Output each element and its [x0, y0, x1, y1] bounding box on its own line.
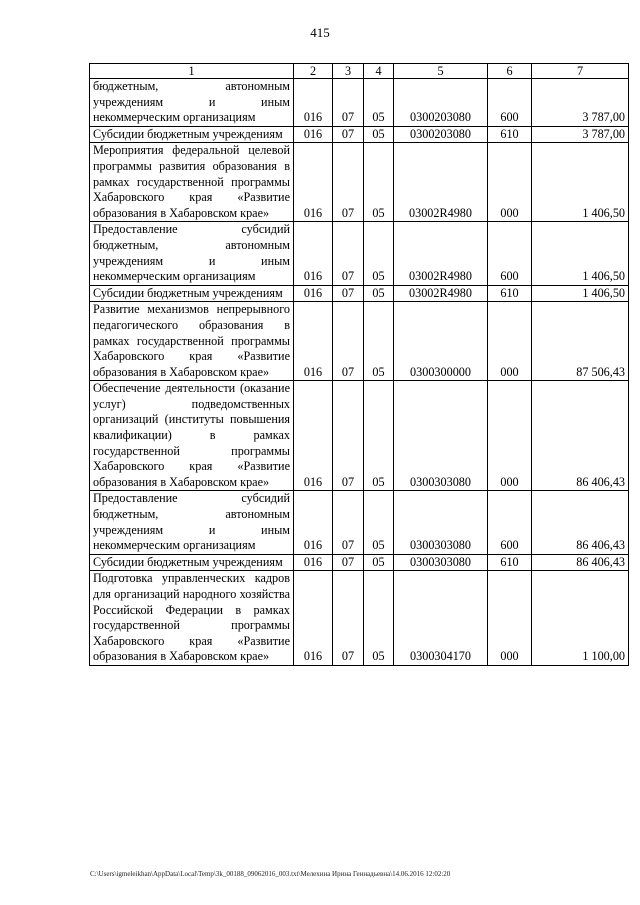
amount-cell: 1 406,50 [532, 222, 629, 285]
target-article-cell: 0300203080 [394, 79, 488, 127]
expense-type-cell: 600 [488, 79, 532, 127]
subsection-cell: 05 [364, 222, 394, 285]
amount-cell: 1 100,00 [532, 571, 629, 666]
table-row [90, 222, 629, 285]
target-article-cell: 03002R4980 [394, 143, 488, 222]
subsection-cell: 05 [364, 491, 394, 554]
header-col-3: 3 [333, 64, 364, 79]
subsection-cell: 05 [364, 143, 394, 222]
target-article-cell: 03002R4980 [394, 222, 488, 285]
section-cell: 07 [333, 79, 364, 127]
amount-cell: 3 787,00 [532, 126, 629, 143]
expense-type-cell: 000 [488, 571, 532, 666]
table-row [90, 491, 629, 554]
admin-code-cell: 016 [294, 571, 333, 666]
section-cell: 07 [333, 491, 364, 554]
admin-code-cell: 016 [294, 126, 333, 143]
expense-type-cell: 600 [488, 491, 532, 554]
subsection-cell: 05 [364, 571, 394, 666]
amount-cell: 86 406,43 [532, 554, 629, 571]
section-cell: 07 [333, 381, 364, 491]
table-row [90, 302, 629, 381]
subsection-cell: 05 [364, 285, 394, 302]
subsection-cell: 05 [364, 126, 394, 143]
table-row [90, 143, 629, 222]
page-number: 415 [310, 25, 330, 40]
table-row [90, 381, 629, 491]
admin-code-cell: 016 [294, 285, 333, 302]
expense-type-cell: 610 [488, 285, 532, 302]
section-cell: 07 [333, 285, 364, 302]
admin-code-cell: 016 [294, 143, 333, 222]
amount-cell: 87 506,43 [532, 302, 629, 381]
table-row [90, 79, 629, 127]
admin-code-cell: 016 [294, 79, 333, 127]
expense-type-cell: 000 [488, 143, 532, 222]
row-name-cell: Мероприятия федеральной целевой программы развития образования в рамках государственной программы Хабаровского края «Развитие образования в Хабаровском крае» [90, 143, 294, 222]
row-name-cell: бюджетным, автономным учреждениям и иным некоммерческим организациям [90, 79, 294, 127]
header-col-2: 2 [294, 64, 333, 79]
table-row [90, 285, 629, 302]
expense-type-cell: 000 [488, 302, 532, 381]
budget-table [89, 63, 629, 666]
section-cell: 07 [333, 143, 364, 222]
section-cell: 07 [333, 571, 364, 666]
header-col-6: 6 [488, 64, 532, 79]
subsection-cell: 05 [364, 79, 394, 127]
target-article-cell: 0300303080 [394, 491, 488, 554]
expense-type-cell: 000 [488, 381, 532, 491]
admin-code-cell: 016 [294, 302, 333, 381]
target-article-cell: 0300303080 [394, 381, 488, 491]
amount-cell: 1 406,50 [532, 143, 629, 222]
table-header-row [90, 64, 629, 79]
section-cell: 07 [333, 302, 364, 381]
subsection-cell: 05 [364, 302, 394, 381]
file-path-footer: C:\Users\igmeleikhan\AppData\Local\Temp\3k_00188_09062016_003.txt\Мелехина Ирина Геннадьевна\14.06.2016 12:02:20 [90, 870, 451, 878]
target-article-cell: 0300300000 [394, 302, 488, 381]
expense-type-cell: 610 [488, 126, 532, 143]
amount-cell: 1 406,50 [532, 285, 629, 302]
section-cell: 07 [333, 222, 364, 285]
expense-type-cell: 600 [488, 222, 532, 285]
admin-code-cell: 016 [294, 554, 333, 571]
section-cell: 07 [333, 126, 364, 143]
row-name-cell: Субсидии бюджетным учреждениям [90, 285, 294, 302]
section-cell: 07 [333, 554, 364, 571]
row-name-cell: Субсидии бюджетным учреждениям [90, 126, 294, 143]
table-row [90, 126, 629, 143]
amount-cell: 86 406,43 [532, 381, 629, 491]
header-col-4: 4 [364, 64, 394, 79]
header-col-5: 5 [394, 64, 488, 79]
table-row [90, 571, 629, 666]
table-row [90, 554, 629, 571]
amount-cell: 86 406,43 [532, 491, 629, 554]
row-name-cell: Субсидии бюджетным учреждениям [90, 554, 294, 571]
admin-code-cell: 016 [294, 222, 333, 285]
admin-code-cell: 016 [294, 381, 333, 491]
target-article-cell: 03002R4980 [394, 285, 488, 302]
amount-cell: 3 787,00 [532, 79, 629, 127]
target-article-cell: 0300203080 [394, 126, 488, 143]
target-article-cell: 0300304170 [394, 571, 488, 666]
subsection-cell: 05 [364, 381, 394, 491]
header-col-1: 1 [90, 64, 294, 79]
admin-code-cell: 016 [294, 491, 333, 554]
target-article-cell: 0300303080 [394, 554, 488, 571]
row-name-cell: Обеспечение деятельности (оказание услуг) подведомственных организаций (институты повышения квалификации) в рамках государственной программы Хабаровского края «Развитие образования в Хабаровском крае» [90, 381, 294, 491]
expense-type-cell: 610 [488, 554, 532, 571]
row-name-cell: Предоставление субсидий бюджетным, автономным учреждениям и иным некоммерческим организациям [90, 491, 294, 554]
row-name-cell: Развитие механизмов непрерывного педагогического образования в рамках государственной программы Хабаровского края «Развитие образования в Хабаровском крае» [90, 302, 294, 381]
row-name-cell: Подготовка управленческих кадров для организаций народного хозяйства Российской Федерации в рамках государственной программы Хабаровского края «Развитие образования в Хабаровском крае» [90, 571, 294, 666]
row-name-cell: Предоставление субсидий бюджетным, автономным учреждениям и иным некоммерческим организациям [90, 222, 294, 285]
subsection-cell: 05 [364, 554, 394, 571]
header-col-7: 7 [532, 64, 629, 79]
